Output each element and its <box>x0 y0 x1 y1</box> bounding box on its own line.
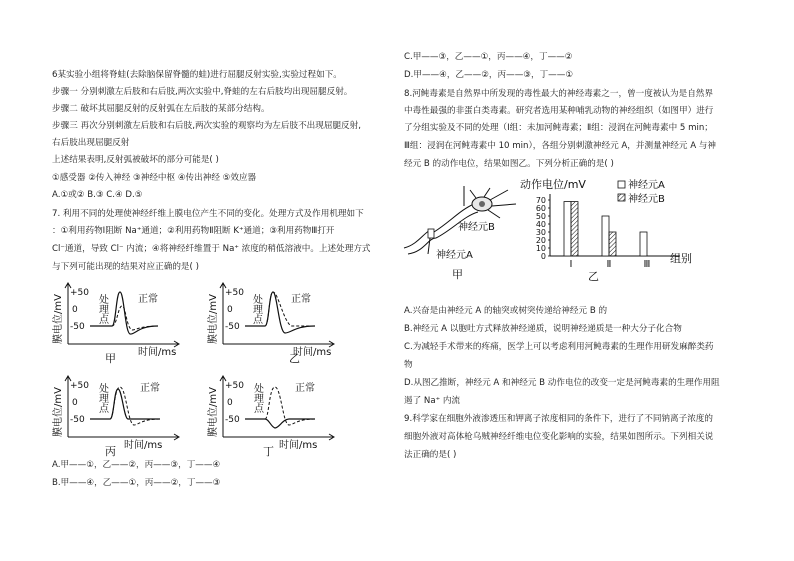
tick-mid: 0 <box>227 305 233 315</box>
legend-label-b: 神经元B <box>628 194 665 205</box>
chart-ylabel: 动作电位/mV <box>520 178 586 191</box>
y-tick-label: 20 <box>535 236 546 245</box>
normal-label: 正常 <box>291 294 311 305</box>
normal-label: 正常 <box>295 383 315 394</box>
q8-option-b: B.神经元 A 以胞吐方式释放神经递质，说明神经递质是一种大分子化合物 <box>404 324 682 334</box>
xlabel: 时间/ms <box>279 440 318 451</box>
y-tick-label: 10 <box>535 244 546 253</box>
q6-question: 上述结果表明,反射弧被破坏的部分可能是( ) <box>52 155 219 165</box>
xlabel: 时间/ms <box>138 347 177 358</box>
q7-choice-b: B.甲——④，乙——①，丙——②，丁——③ <box>52 478 221 488</box>
y-tick-label: 30 <box>535 228 546 237</box>
bar-neuron-a <box>602 216 609 256</box>
q8-option-d: D.从图乙推断，神经元 A 和神经元 B 动作电位的改变一定是河鲀毒素的生理作用阻 <box>404 378 720 388</box>
q7-choice-c: C.甲——③，乙——①，丙——④，丁——② <box>404 52 573 62</box>
q8-option-c-cont: 物 <box>404 360 413 370</box>
q8-line2: 中毒性最强的非蛋白类毒素。研究者选用某种哺乳动物的神经组织（如图甲）进行 <box>404 106 714 116</box>
q6-stem: 6某实验小组将脊蛙(去除脑保留脊髓的蛙)进行屈腿反射实验,实验过程如下。 <box>52 70 342 80</box>
figure-yi-caption: 乙 <box>588 270 599 283</box>
x-tick-label: Ⅲ <box>643 259 651 270</box>
q7-line4: 与下列可能出现的结果对应正确的是( ) <box>52 262 199 272</box>
bar-neuron-a <box>640 232 647 256</box>
bar-neuron-b <box>609 232 616 256</box>
q6-step2: 步骤二 破坏其屈腿反射的反射弧在左后肢的某部分结构。 <box>52 104 270 114</box>
treat-label: 处理点 <box>251 383 263 413</box>
q8-line4: Ⅲ组：浸润在河鲀毒素中 10 min），各组分别刺激神经元 A，并测量神经元 A 与神 <box>404 141 716 151</box>
q7-line2: ：①利用药物Ⅰ阻断 Na⁺通道；②利用药物Ⅱ阻断 K⁺通道；③利用药物Ⅲ打开 <box>52 226 335 236</box>
tick-top: +50 <box>70 381 89 391</box>
tick-bot: -50 <box>225 322 240 332</box>
treat-label: 处理点 <box>96 383 108 413</box>
q8-line3: 了分组实验及不同的处理（Ⅰ组：未加河鲀毒素；Ⅱ组：浸润在河鲀毒素中 5 min； <box>404 123 713 133</box>
tick-top: +50 <box>70 288 89 298</box>
treat-label: 处理点 <box>250 294 262 324</box>
q9-line2: 细胞外液对高体枪乌贼神经纤维电位变化影响的实验，结果如图所示。下列相关说 <box>404 432 714 442</box>
y-tick-label: 70 <box>535 196 546 205</box>
normal-label: 正常 <box>138 294 158 305</box>
graph-ding <box>205 375 355 457</box>
graph-name: 乙 <box>289 352 300 365</box>
q6-step1: 步骤一 分别刺激左后肢和右后肢,两次实验中,脊蛙的左右后肢均出现屈腿反射。 <box>52 87 353 97</box>
q6-options: ①感受器 ②传入神经 ③神经中枢 ④传出神经 ⑤效应器 <box>52 173 257 183</box>
q8-option-d-cont: 遏了 Na⁺ 内流 <box>404 396 461 406</box>
ylabel: 膜电位/mV <box>53 387 64 437</box>
neuron-a-label: 神经元A <box>436 250 473 261</box>
q7-line1: 7. 利用不同的处理使神经纤维上膜电位产生不同的变化。处理方式及作用机理如下 <box>52 209 364 219</box>
chart-xlabel: 组别 <box>670 252 692 265</box>
bar-neuron-b <box>571 202 578 256</box>
q6-choices: A.①或② B.③ C.④ D.⑤ <box>52 190 143 200</box>
y-tick-label: 60 <box>535 204 546 213</box>
x-tick-label: Ⅰ <box>569 259 573 270</box>
tick-top: +50 <box>225 288 244 298</box>
graph-name: 甲 <box>105 352 116 365</box>
xlabel: 时间/ms <box>293 347 332 358</box>
graph-jia <box>50 282 200 364</box>
y-tick-label: 50 <box>535 212 546 221</box>
q6-step3-cont: 右后肢出现屈腿反射 <box>52 138 130 148</box>
tick-bot: -50 <box>70 415 85 425</box>
graph-bing <box>50 375 200 457</box>
electrode-a <box>428 229 434 238</box>
q8-option-c: C.为减轻手术带来的疼痛，医学上可以考虑利用河鲀毒素的生理作用研发麻醉类药 <box>404 342 714 352</box>
y-tick-label: 0 <box>540 252 546 261</box>
ylabel: 膜电位/mV <box>53 294 64 344</box>
tick-mid: 0 <box>72 305 78 315</box>
q8-option-a: A.兴奋是由神经元 A 的轴突或树突传递给神经元 B 的 <box>404 306 608 316</box>
legend-swatch-b <box>618 194 625 201</box>
legend-label-a: 神经元A <box>628 180 665 191</box>
q7-choice-a: A.甲——①，乙——②，丙——③，丁——④ <box>52 460 221 470</box>
q7-line3: Cl⁻通道，导致 Cl⁻ 内流；④将神经纤维置于 Na⁺ 浓度的稍低溶液中。上述处理方式 <box>52 244 371 254</box>
q9-line1: 9.科学家在细胞外液渗透压和钾离子浓度相同的条件下，进行了不同钠离子浓度的 <box>404 414 713 424</box>
q7-choice-d: D.甲——④，乙——②，丙——③，丁——① <box>404 70 574 80</box>
neuron-b-label: 神经元B <box>458 222 495 233</box>
tick-top: +50 <box>225 381 244 391</box>
x-tick-label: Ⅱ <box>606 259 612 270</box>
q9-line3: 法正确的是( ) <box>404 450 457 460</box>
ylabel: 膜电位/mV <box>208 387 219 437</box>
tick-bot: -50 <box>225 415 240 425</box>
normal-label: 正常 <box>140 383 160 394</box>
graph-yi <box>205 282 355 364</box>
q8-line1: 8.河鲀毒素是自然界中所发现的毒性最大的神经毒素之一，曾一度被认为是自然界 <box>404 89 713 99</box>
tick-mid: 0 <box>227 398 233 408</box>
q6-step3: 步骤三 再次分别刺激左后肢和右后肢,两次实验的观察均为左后肢不出现屈腿反射, <box>52 121 361 131</box>
graph-name: 丁 <box>263 445 274 458</box>
figure-jia-neurons <box>400 182 520 282</box>
q8-line5: 经元 B 的动作电位，结果如图乙。下列分析正确的是( ) <box>404 159 614 169</box>
legend-swatch-a <box>618 181 625 188</box>
ylabel: 膜电位/mV <box>208 294 219 344</box>
xlabel: 时间/ms <box>124 440 163 451</box>
figure-jia-caption: 甲 <box>452 268 463 281</box>
figure-yi-bar-chart <box>520 176 710 286</box>
tick-mid: 0 <box>72 398 78 408</box>
graph-name: 丙 <box>105 445 116 458</box>
bar-neuron-a <box>564 202 571 256</box>
y-tick-label: 40 <box>535 220 546 229</box>
treat-label: 处理点 <box>96 294 108 324</box>
tick-bot: -50 <box>70 322 85 332</box>
